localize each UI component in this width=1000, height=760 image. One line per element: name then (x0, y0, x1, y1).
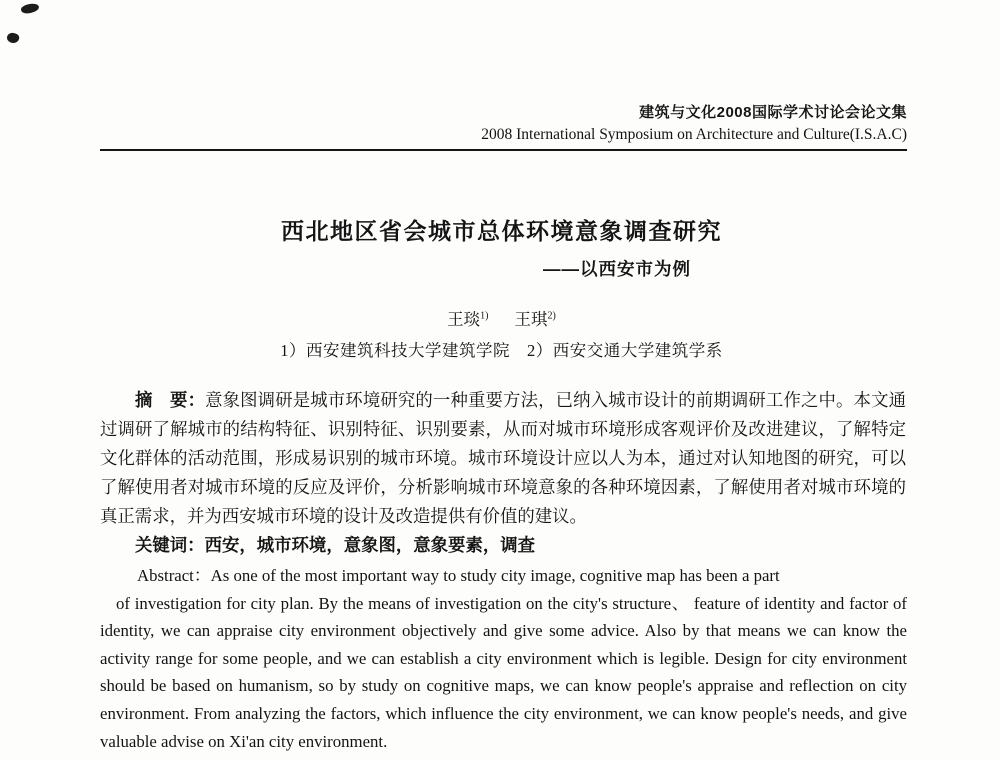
abstract-en-first-line (100, 562, 907, 590)
abstract-cn-text: 意象图调研是城市环境研究的一种重要方法，已纳入城市设计的前期调研工作之中。本文通过调研了解城市的结构特征、识别特征、识别要素，从而对城市环境形成客观评价及改进建议，了解特定文化群体的活动范围，形成易识别的城市环境。城市环境设计应以人为本，通过对认知地图的研究，可以了解使用者对城市环境的反应及评价，分析影响城市环境意象的各种环境因素，了解使用者对城市环境的真正需求，并为西安城市环境的设计及改造提供有价值的建议。 (100, 390, 906, 526)
authors-line (98, 306, 905, 330)
header-divider (100, 149, 907, 151)
proceedings-header (481, 102, 907, 145)
proceedings-title-en: 2008 International Symposium on Architecture and Culture(I.S.A.C) (481, 126, 907, 143)
scan-artifact (6, 31, 21, 44)
paper-subtitle: ——以西安市为例 (543, 259, 691, 279)
keywords-label: 关键词： (135, 535, 205, 555)
abstract-en (100, 562, 907, 755)
keywords-line (100, 531, 906, 560)
abstract-en-label: Abstract： (137, 566, 211, 585)
affiliations-line: 1）西安建筑科技大学建筑学院 2）西安交通大学建筑学系 (280, 341, 723, 360)
abstract-en-line1: As one of the most important way to study city image, cognitive map has been a part (210, 566, 780, 585)
scan-artifact (20, 2, 40, 15)
author-affil-marker-1: 1) (480, 310, 489, 322)
author-affil-marker-2: 2) (547, 310, 556, 322)
keywords-text: 西安，城市环境，意象图，意象要素，调查 (204, 535, 536, 555)
abstract-cn-paragraph (100, 386, 906, 531)
abstract-cn-label: 摘 要： (135, 390, 206, 410)
paper-title: 西北地区省会城市总体环境意象调查研究 (281, 218, 722, 244)
author-name-1: 王琰 (447, 310, 481, 329)
abstract-cn (100, 386, 906, 560)
proceedings-title-cn: 建筑与文化2008国际学术讨论会论文集 (639, 104, 907, 121)
author-name-2: 王琪 (514, 310, 548, 329)
abstract-en-body: of investigation for city plan. By the means of investigation on the city's structure、 feature of identity and factor of identity, we can appraise city environment objectively and give some advice. Also by that means we can know the activity range for some people, and we can establish a city environment which is legible. Design for city environment should be based on humanism, so by study on cognitive maps, we can know people's appraise and reflection on city environment. From analyzing the factors, which influence the city environment, we can know people's needs, and give valuable advise on Xi'an city environment. (100, 593, 907, 751)
